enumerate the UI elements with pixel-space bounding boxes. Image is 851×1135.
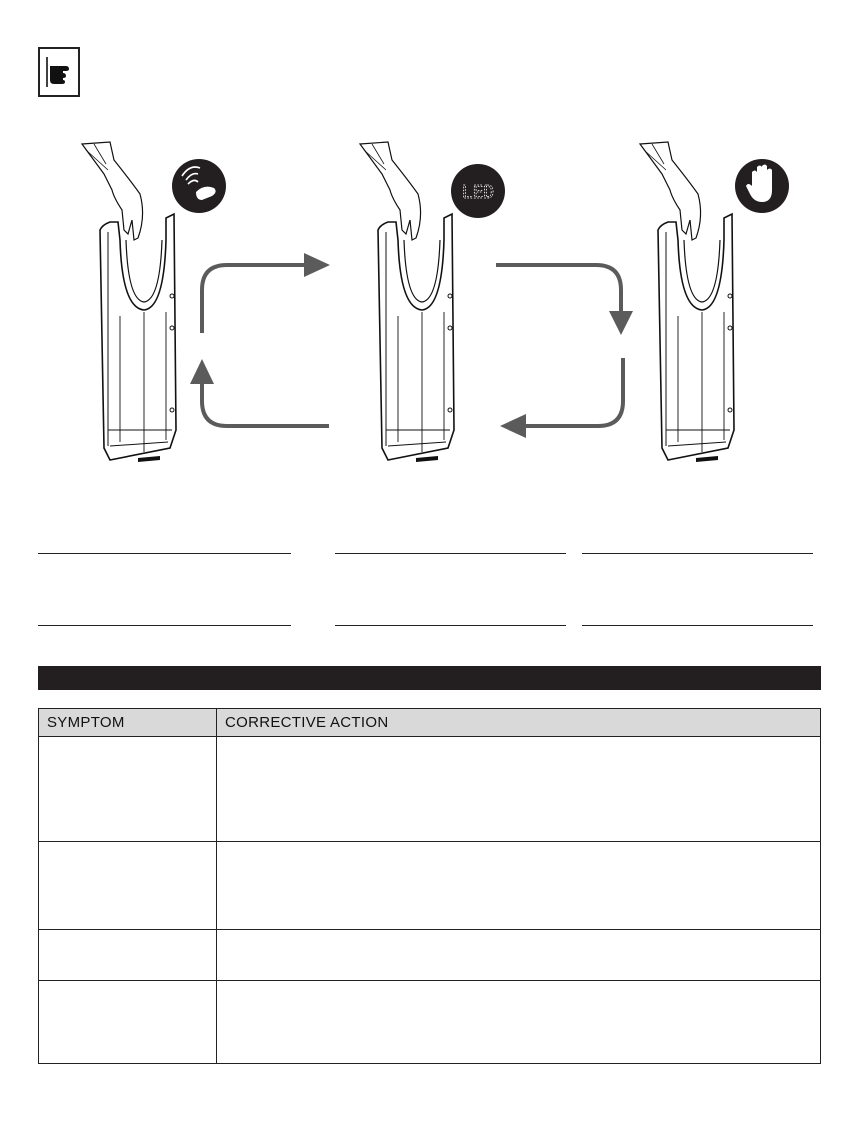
stop-hand-icon: [735, 159, 789, 213]
label-rule: [38, 625, 291, 626]
action-cell: [217, 981, 821, 1064]
pointing-hand-icon-box: [38, 47, 80, 97]
table-row: [39, 737, 821, 842]
label-rule: [335, 553, 566, 554]
symptom-cell: [39, 981, 217, 1064]
action-cell: [217, 930, 821, 981]
svg-text:LED: LED: [461, 182, 495, 203]
pointing-hand-icon: [40, 49, 78, 95]
dryer-3: [640, 142, 734, 462]
table-row: [39, 842, 821, 930]
hand-wave-sensor-icon: [172, 159, 226, 213]
dryer-1: [82, 142, 176, 462]
dryer-2: [360, 142, 454, 462]
symptom-cell: [39, 930, 217, 981]
label-rule: [38, 553, 291, 554]
label-rule: [335, 625, 566, 626]
led-display-icon: [451, 164, 505, 218]
troubleshooting-table: [38, 708, 821, 1064]
table-row: [39, 981, 821, 1064]
arrow-top-left: [202, 265, 306, 333]
corrective-action-header: CORRECTIVE ACTION: [217, 709, 821, 737]
symptom-cell: [39, 842, 217, 930]
dryer-cycle-illustration: [0, 130, 851, 475]
section-title-bar: [38, 666, 821, 690]
label-rule: [582, 625, 813, 626]
symptom-cell: [39, 737, 217, 842]
arrow-bottom-right: [524, 358, 623, 426]
action-cell: [217, 737, 821, 842]
arrow-top-right: [496, 265, 621, 313]
symptom-header: SYMPTOM: [39, 709, 217, 737]
table-row: [39, 930, 821, 981]
label-rule: [582, 553, 813, 554]
table-header-row: [39, 709, 821, 737]
arrow-bottom-left: [202, 382, 329, 426]
action-cell: [217, 842, 821, 930]
